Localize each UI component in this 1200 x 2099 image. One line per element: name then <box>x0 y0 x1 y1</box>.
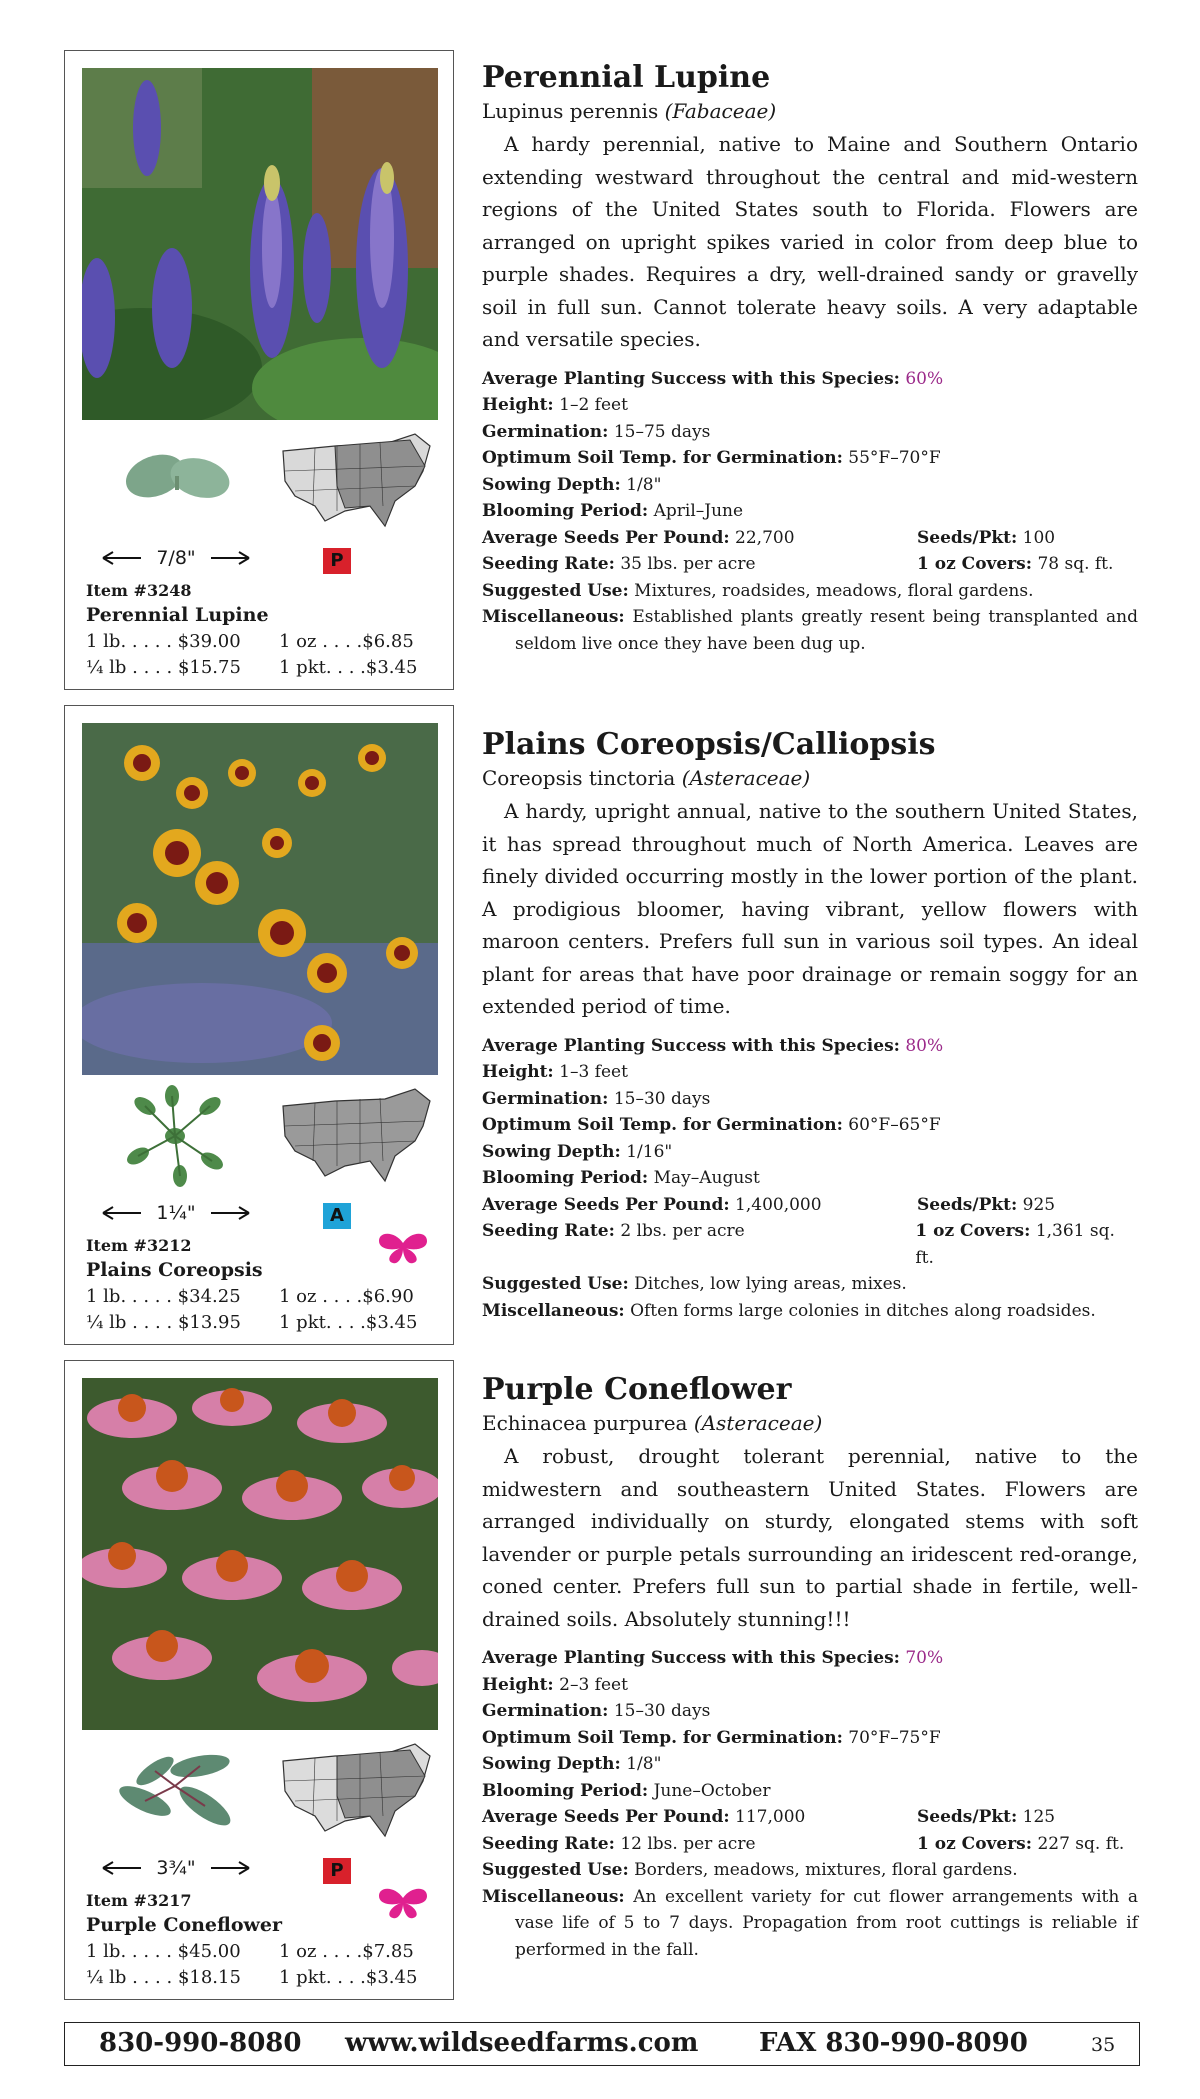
seedling-icon <box>100 426 250 536</box>
product-card <box>64 1360 454 2000</box>
contact-footer <box>64 2022 1140 2066</box>
us-range-map <box>275 1081 435 1191</box>
species-specs: Average Planting Success with this Species: 60% Height: 1–2 feet Germination: 15–75 days Optimum Soil Temp. for Germination: 55°F–70°F Sowing Depth: 1/8" Blooming Period: April–June Average Seeds Per Pound: 22,700 Seeds/Pkt: 100 Seeding Rate: 35 lbs. per acre 1 oz Covers: 78 sq. ft. Suggested Use: Mixtures, roadsides, meadows, floral gardens. Miscellaneous: Established plants greatly resent being transplanted and seldom live once they have been dug up. <box>482 368 1139 654</box>
price-list <box>86 1939 417 1991</box>
item-name: Perennial Lupine <box>86 604 269 626</box>
page-number: 35 <box>1091 2034 1116 2056</box>
product-card <box>64 705 454 1345</box>
item-name: Purple Coneflower <box>86 1914 282 1936</box>
price-1lb: 1 lb. . . . . $45.00 <box>86 1941 241 1962</box>
price-1lb: 1 lb. . . . . $39.00 <box>86 631 241 652</box>
scientific-name: Echinacea purpurea (Asteraceae) <box>482 1411 823 1435</box>
price-list <box>86 629 417 681</box>
success-rate: 80% <box>905 1035 944 1056</box>
price-quarter-lb: ¼ lb . . . . $18.15 <box>86 1967 241 1988</box>
species-description: A robust, drought tolerant perennial, native to the midwestern and southeastern United States. Flowers are arranged individually on sturdy, elongated stems with soft lavender or purple petals surrounding an iridescent red-orange, coned center. Prefers full sun to partial shade in fertile, well-drained soils. Absolutely stunning!!! <box>482 1444 1138 1631</box>
price-quarter-lb: ¼ lb . . . . $13.95 <box>86 1312 241 1333</box>
success-rate: 70% <box>905 1648 944 1668</box>
species-info <box>482 1372 1138 1963</box>
price-1pkt: 1 pkt. . . .$3.45 <box>279 1967 418 1988</box>
lupine-photo <box>82 68 438 420</box>
species-specs: Average Planting Success with this Species: 80% Height: 1–3 feet Germination: 15–30 days Optimum Soil Temp. for Germination: 60°F–65°F Sowing Depth: 1/16" Blooming Period: May–August Average Seeds Per Pound: 1,400,000 Seeds/Pkt: 925 Seeding Rate: 2 lbs. per acre 1 oz Covers: 1,361 sq. ft. Suggested Use: Ditches, low lying areas, mixes. Miscellaneous: Often forms large colonies in ditches along roadsides. <box>482 1035 1115 1321</box>
seedling-icon <box>100 1081 250 1191</box>
species-title: Plains Coreopsis/Calliopsis <box>482 727 936 762</box>
price-list <box>86 1284 417 1336</box>
price-1oz: 1 oz . . . .$6.90 <box>279 1286 414 1307</box>
species-description: A hardy, upright annual, native to the southern United States, it has spread throughout much of North America. Leaves are finely divided occurring mostly in the lower portion of the plant. A prodigious bloomer, having vibrant, yellow flowers with maroon centers. Prefers full sun in various soil types. An ideal plant for areas that have poor drainage or remain soggy for an extended period of time. <box>482 799 1138 1018</box>
item-number: Item #3212 <box>86 1236 192 1255</box>
butterfly-icon <box>377 1231 429 1265</box>
seedling-icon <box>100 1736 250 1846</box>
scientific-name: Lupinus perennis (Fabaceae) <box>482 99 777 123</box>
price-1lb: 1 lb. . . . . $34.25 <box>86 1286 241 1307</box>
item-name: Plains Coreopsis <box>86 1259 263 1281</box>
species-description: A hardy perennial, native to Maine and Southern Ontario extending westward throughout the central and mid-western regions of the United States south to Florida. Flowers are arranged on upright spikes varied in color from deep blue to purple shades. Requires a dry, well-drained sandy or gravelly soil in full sun. Cannot tolerate heavy soils. A very adaptable and versatile species. <box>482 132 1138 351</box>
coneflower-photo <box>82 1378 438 1730</box>
price-1oz: 1 oz . . . .$6.85 <box>279 631 414 652</box>
item-number: Item #3217 <box>86 1891 192 1910</box>
seedling-size: 3¾" <box>101 1853 251 1883</box>
price-1pkt: 1 pkt. . . .$3.45 <box>279 1312 418 1333</box>
us-range-map <box>275 1736 435 1846</box>
annual-badge: A <box>323 1203 351 1229</box>
perennial-badge: P <box>323 1858 351 1884</box>
fax-number: FAX 830-990-8090 <box>759 2028 1028 2058</box>
species-title: Purple Coneflower <box>482 1372 792 1407</box>
price-quarter-lb: ¼ lb . . . . $15.75 <box>86 657 241 678</box>
species-specs: Average Planting Success with this Species: 70% Height: 2–3 feet Germination: 15–30 days Optimum Soil Temp. for Germination: 70°F–75°F Sowing Depth: 1/8" Blooming Period: June–October Average Seeds Per Pound: 117,000 Seeds/Pkt: 125 Seeding Rate: 12 lbs. per acre 1 oz Covers: 227 sq. ft. Suggested Use: Borders, meadows, mixtures, floral gardens. Miscellaneous: An excellent variety for cut flower arrangements with a vase life of 5 to 7 days. Propagation from root cuttings is reliable if performed in the fall. <box>482 1648 1138 1960</box>
success-rate: 60% <box>905 368 944 389</box>
price-1pkt: 1 pkt. . . .$3.45 <box>279 657 418 678</box>
butterfly-icon <box>377 1886 429 1920</box>
phone-number[interactable]: 830-990-8080 <box>99 2028 302 2058</box>
seedling-size: 1¼" <box>101 1198 251 1228</box>
species-title: Perennial Lupine <box>482 60 771 95</box>
seedling-size: 7/8" <box>101 543 251 573</box>
coreopsis-photo <box>82 723 438 1075</box>
item-number: Item #3248 <box>86 581 192 600</box>
website-link[interactable]: www.wildseedfarms.com <box>345 2028 699 2058</box>
species-info <box>482 60 1138 657</box>
species-info <box>482 727 1138 1324</box>
perennial-badge: P <box>323 548 351 574</box>
price-1oz: 1 oz . . . .$7.85 <box>279 1941 414 1962</box>
us-range-map <box>275 426 435 536</box>
scientific-name: Coreopsis tinctoria (Asteraceae) <box>482 766 811 790</box>
product-card <box>64 50 454 690</box>
